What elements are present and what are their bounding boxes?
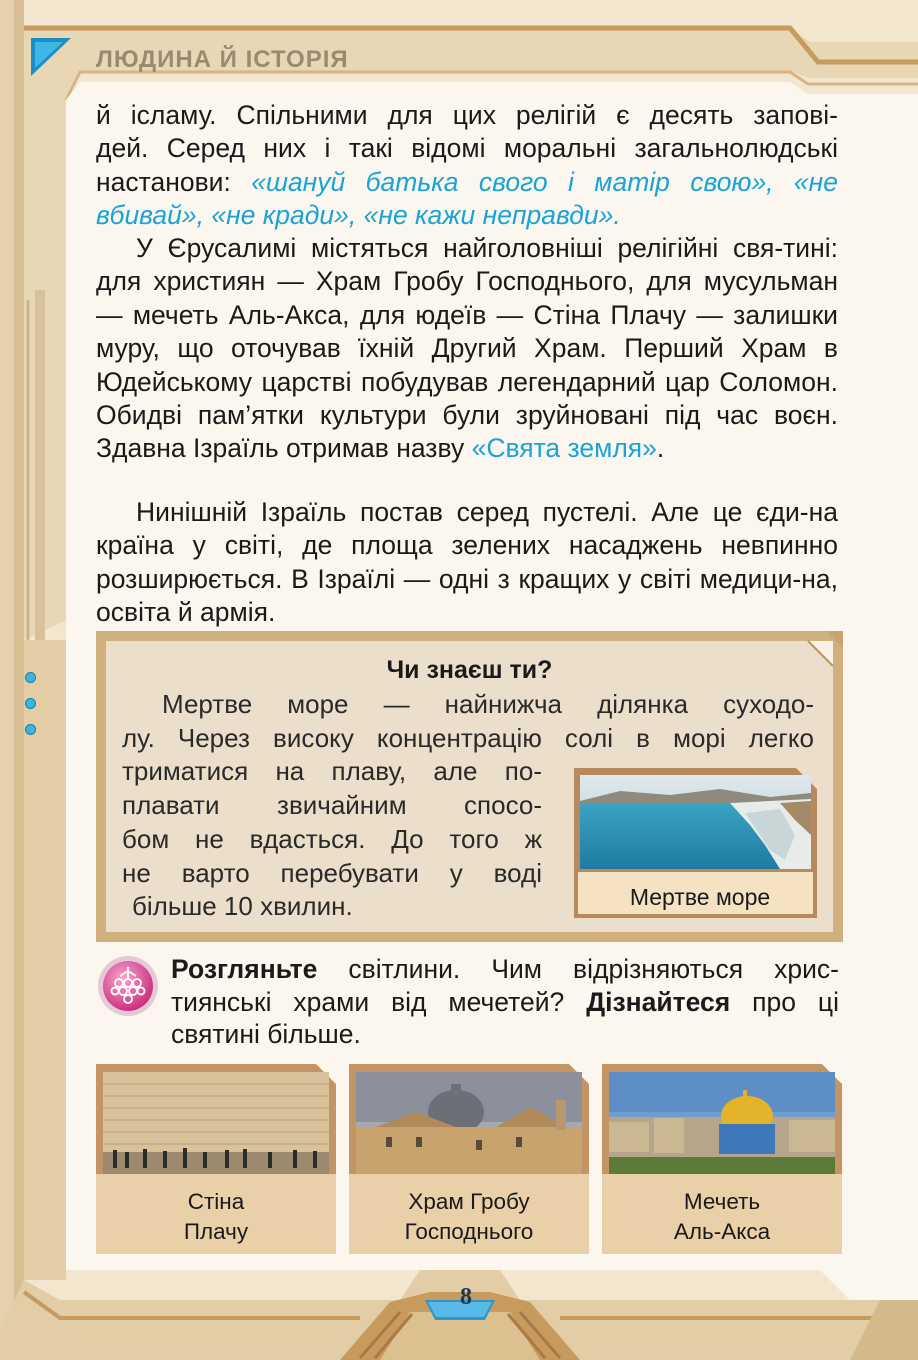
- paragraph-1-line: й ісламу. Спільними для цих релігій є десять запові-: [96, 100, 838, 130]
- fact-line: більше 10 хвилин.: [132, 891, 353, 922]
- fact-line: не варто перебувати у воді: [122, 857, 542, 888]
- fact-box-title: Чи знаєш ти?: [386, 656, 553, 684]
- fact-line: Мертве море — найнижча ділянка суходо-: [162, 689, 814, 719]
- caption-line: Господнього: [404, 1219, 534, 1244]
- caption-line: Аль-Акса: [673, 1219, 771, 1244]
- task-question: світлини. Чим відрізняються хрис-тиянські храми від мечетей?: [171, 954, 839, 1017]
- photo-card-holy-sepulchre: [349, 1064, 589, 1254]
- page-number-tab: [340, 1262, 580, 1360]
- task-text: [171, 953, 839, 1051]
- fact-line: лу. Через високу концентрацію солі в морі легко: [122, 722, 814, 753]
- paragraph-2-end: .: [656, 433, 665, 464]
- dot-icon: [25, 672, 36, 683]
- page-number: 8: [460, 1284, 472, 1310]
- dot-icon: [25, 698, 36, 709]
- task-end: про ці святині більше.: [171, 986, 839, 1049]
- paragraph-1-line: дей. Серед них і такі відомі моральні загальнолюдські: [96, 133, 838, 164]
- caption-line: Мечеть: [683, 1189, 761, 1214]
- fact-line: бом не вдасться. До того ж: [122, 823, 542, 854]
- caption-line: Стіна: [187, 1189, 245, 1214]
- photo-card-western-wall: [96, 1064, 336, 1254]
- photo-caption: [349, 1187, 589, 1247]
- caption-line: Плачу: [183, 1219, 249, 1244]
- al-aqsa-photo: [609, 1072, 835, 1174]
- western-wall-photo: [103, 1072, 329, 1174]
- task-bold-find: Дізнайтеся: [586, 986, 731, 1017]
- paragraph-1-lead: настанови:: [96, 166, 252, 197]
- photo-caption: [602, 1187, 842, 1247]
- dead-sea-photo: [580, 775, 811, 869]
- section-title: ЛЮДИНА Й ІСТОРІЯ: [96, 46, 349, 73]
- dot-icon: [25, 724, 36, 735]
- paragraph-1: [96, 99, 838, 233]
- paragraph-2-text: У Єрусалимі містяться найголовніші релігійні свя-тині: для християн — Храм Гробу Господнього, для мусульман — мечеть Аль-Акса, для юдеїв — Стіна Плачу — залишки муру, що оточував їхній Другий Храм. Перший Храм в Юдейському царстві побудував легендарний цар Соломон. Обидві пам’ятки культури були зруйновані під час воєн. Здавна Ізраїль отримав назву: [96, 233, 838, 464]
- corner-triangle-icon: [31, 38, 71, 76]
- dead-sea-caption: Мертве море: [629, 884, 771, 910]
- commandments-quote: «шануй батька свого і матір свою», «не: [251, 166, 838, 197]
- fact-line: плавати звичайним спосо-: [122, 790, 542, 821]
- side-dots: [25, 672, 36, 750]
- holy-land-term: «Свята земля»: [471, 433, 657, 464]
- photo-caption: [96, 1187, 336, 1247]
- fact-line: триматися на плаву, але по-: [122, 756, 542, 787]
- paragraph-3-text: Нинішній Ізраїль постав серед пустелі. Але це єди-на країна у світі, де площа зелених насаджень невпинно розширюється. В Ізраїлі — одні з кращих у світі медици-на, освіта й армія.: [96, 497, 838, 628]
- commandments-quote: вбивай», «не кради», «не кажи неправди».: [96, 200, 621, 231]
- task-bold-look: Розгляньте: [171, 954, 318, 984]
- photo-card-al-aqsa: [602, 1064, 842, 1254]
- grapes-icon: [97, 955, 159, 1017]
- paragraph-2: [96, 232, 838, 466]
- paragraph-3: [96, 496, 838, 630]
- caption-line: Храм Гробу: [408, 1189, 530, 1214]
- holy-sepulchre-photo: [356, 1072, 582, 1174]
